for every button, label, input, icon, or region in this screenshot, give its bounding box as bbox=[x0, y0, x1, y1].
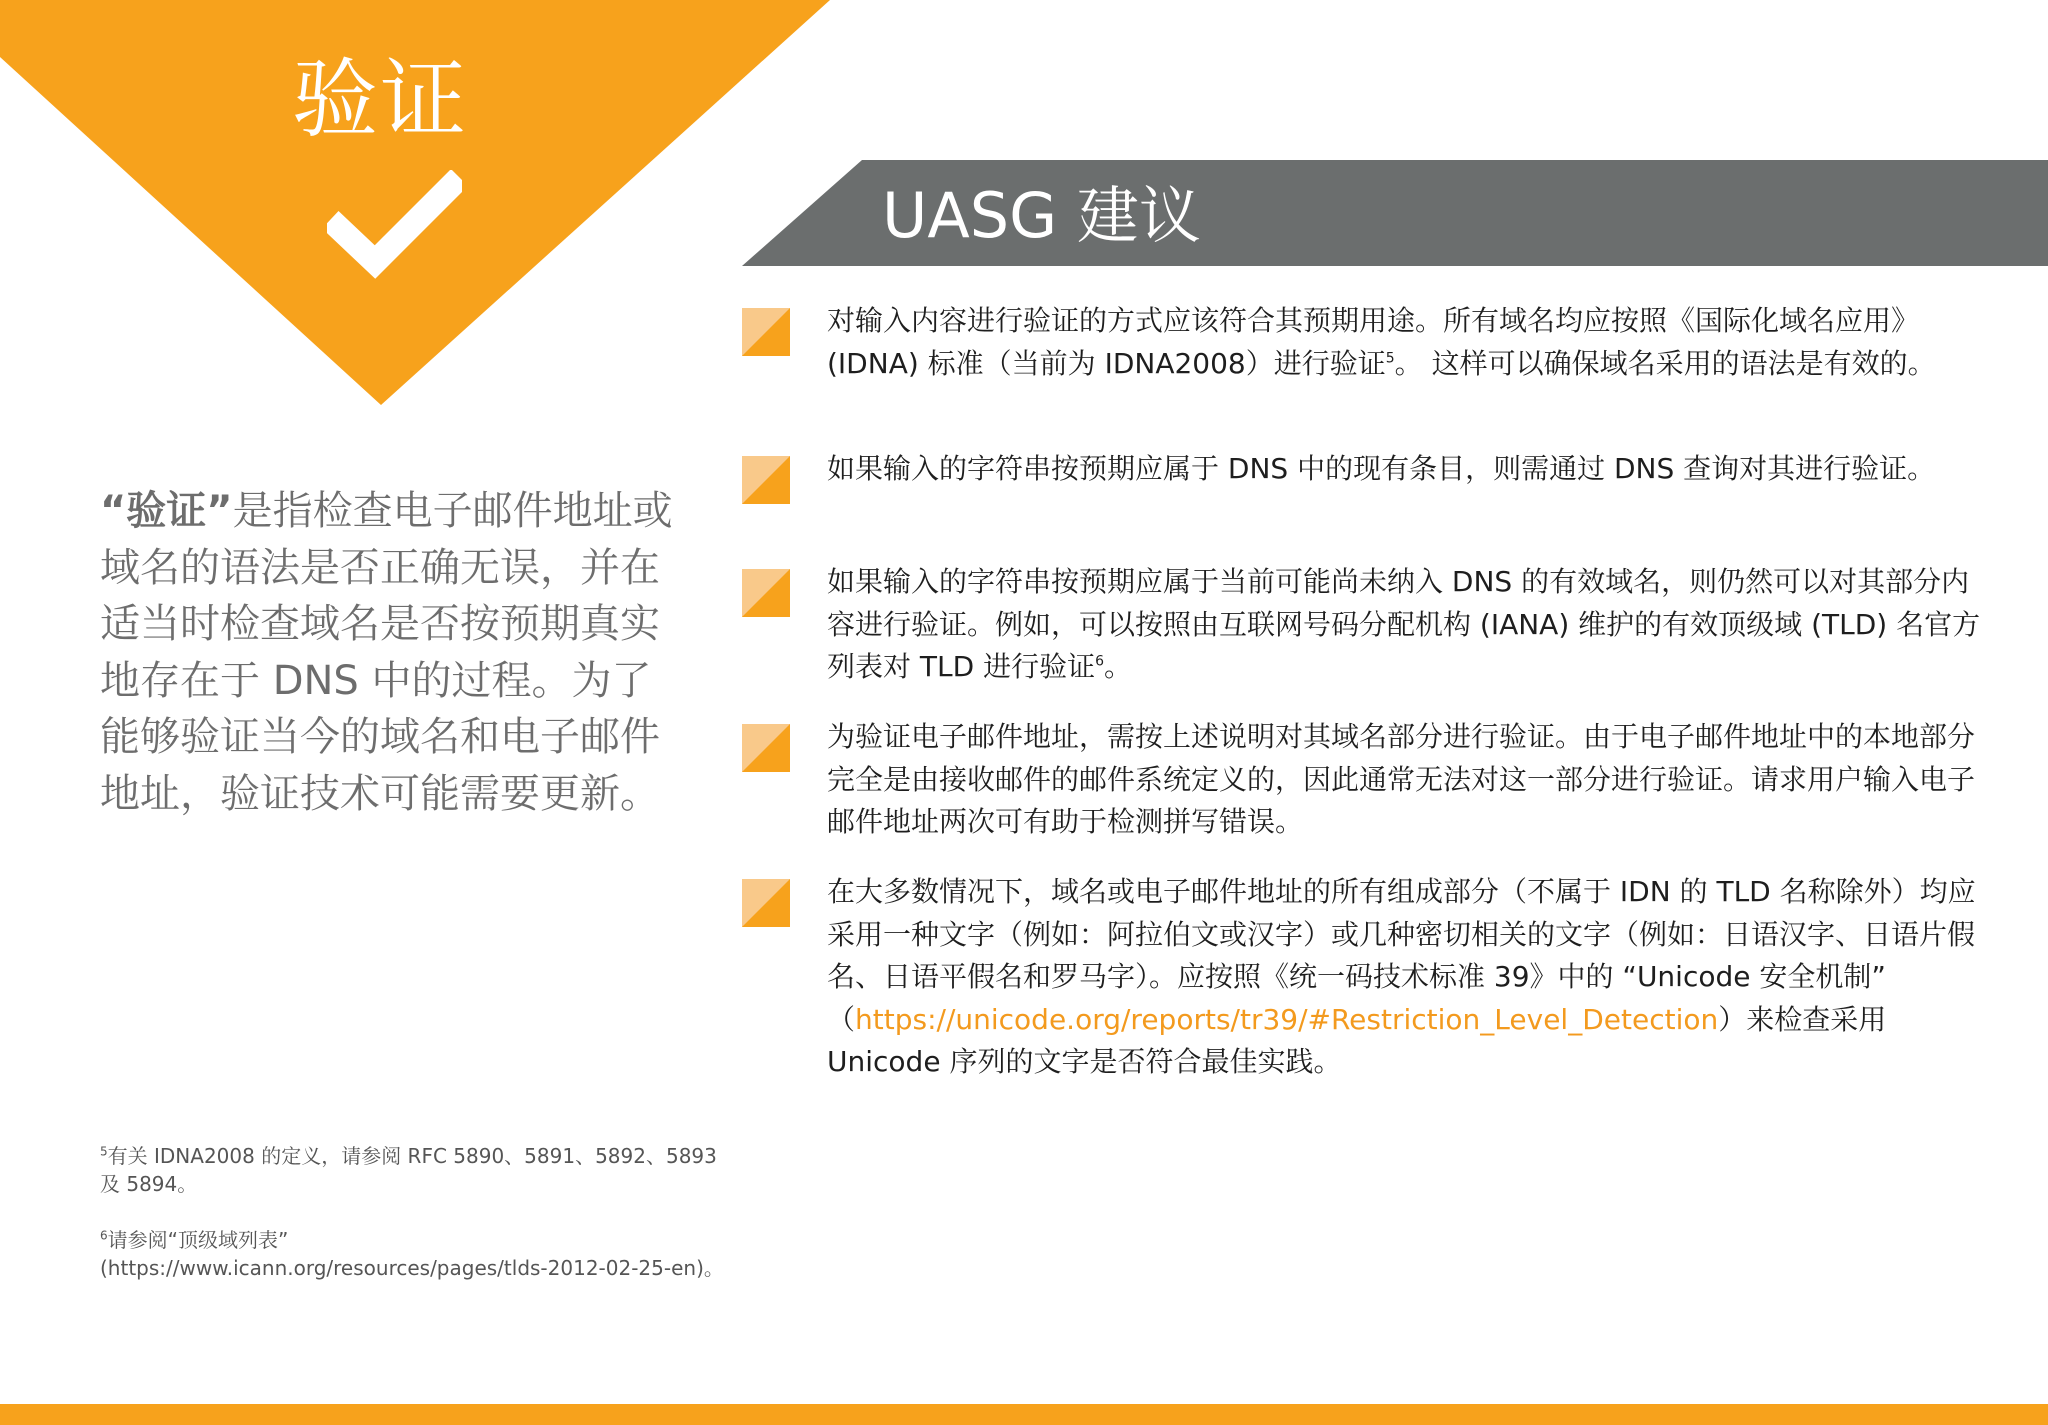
bottom-accent-bar bbox=[0, 1404, 2048, 1425]
bullet-square-icon bbox=[742, 308, 790, 356]
recommendation-item bbox=[742, 871, 1982, 1084]
recommendation-item bbox=[742, 448, 1982, 561]
recommendation-text bbox=[827, 300, 1982, 385]
recommendation-text bbox=[827, 871, 1982, 1084]
intro-paragraph bbox=[100, 483, 690, 822]
recommendation-text-part: 。 bbox=[1104, 650, 1133, 683]
bullet-square-icon bbox=[742, 724, 790, 772]
recommendation-text-part: 在大多数情况下，域名或电子邮件地址的所有组成部分（不属于 IDN 的 TLD 名称除外）均应采用一种文字（例如：阿拉伯文或汉字）或几种密切相关的文字（例如：日语汉字、日语片假名、日语平假名和罗马字）。应按照《统一码技术标准 39》中的 “Unicode 安全机制” （ bbox=[827, 875, 1976, 1036]
recommendation-text bbox=[827, 716, 1982, 844]
recommendation-text-part: 。 这样可以确保域名采用的语法是有效的。 bbox=[1394, 346, 1936, 380]
intro-text: 是指检查电子邮件地址或域名的语法是否正确无误，并在适当时检查域名是否按预期真实地存在于 DNS 中的过程。为了能够验证当今的域名和电子邮件地址，验证技术可能需要更新。 bbox=[100, 488, 673, 817]
unicode-tr39-link[interactable]: https://unicode.org/reports/tr39/#Restriction_Level_Detection bbox=[855, 1002, 1719, 1036]
recommendation-text bbox=[827, 448, 1982, 491]
footnote-text: 请参阅“顶级域列表” (https://www.icann.org/resources/pages/tlds-2012-02-25-en)。 bbox=[100, 1228, 724, 1280]
footnote-ref: 6 bbox=[1095, 653, 1104, 670]
recommendation-item bbox=[742, 300, 1982, 448]
intro-lead-term: “验证” bbox=[100, 488, 233, 534]
footnote-number: 5 bbox=[100, 1144, 108, 1159]
footnote-ref: 5 bbox=[1385, 350, 1395, 367]
checkmark-icon bbox=[327, 170, 462, 280]
bullet-square-icon bbox=[742, 456, 790, 504]
section-title: UASG 建议 bbox=[882, 179, 1201, 252]
recommendation-text bbox=[827, 561, 1982, 689]
recommendation-text-part: 如果输入的字符串按预期应属于当前可能尚未纳入 DNS 的有效域名，则仍然可以对其部分内容进行验证。例如，可以按照由互联网号码分配机构 (IANA) 维护的有效顶级域 (TLD) 名官方列表对 TLD 进行验证 bbox=[827, 565, 1981, 683]
footnotes bbox=[100, 1142, 740, 1310]
recommendation-text-part: 对输入内容进行验证的方式应该符合其预期用途。所有域名均应按照《国际化域名应用》(IDNA) 标准（当前为 IDNA2008）进行验证 bbox=[827, 304, 1920, 380]
footnote-text: 有关 IDNA2008 的定义，请参阅 RFC 5890、5891、5892、5893 及 5894。 bbox=[100, 1144, 717, 1196]
footnote-number: 6 bbox=[100, 1228, 108, 1243]
footnote-item bbox=[100, 1226, 740, 1282]
bullet-square-icon bbox=[742, 879, 790, 927]
recommendation-text-part: ）来检查采用 Unicode 序列的文字是否符合最佳实践。 bbox=[827, 1002, 1887, 1078]
recommendation-item bbox=[742, 561, 1982, 716]
page-title: 验证 bbox=[292, 50, 468, 150]
recommendation-list bbox=[742, 300, 1982, 1084]
recommendation-text-part: 如果输入的字符串按预期应属于 DNS 中的现有条目，则需通过 DNS 查询对其进行验证。 bbox=[827, 452, 1936, 485]
footnote-item bbox=[100, 1142, 740, 1198]
recommendation-text-part: 为验证电子邮件地址，需按上述说明对其域名部分进行验证。由于电子邮件地址中的本地部分完全是由接收邮件的邮件系统定义的，因此通常无法对这一部分进行验证。请求用户输入电子邮件地址两次可有助于检测拼写错误。 bbox=[827, 720, 1976, 838]
recommendation-item bbox=[742, 716, 1982, 871]
bullet-square-icon bbox=[742, 569, 790, 617]
